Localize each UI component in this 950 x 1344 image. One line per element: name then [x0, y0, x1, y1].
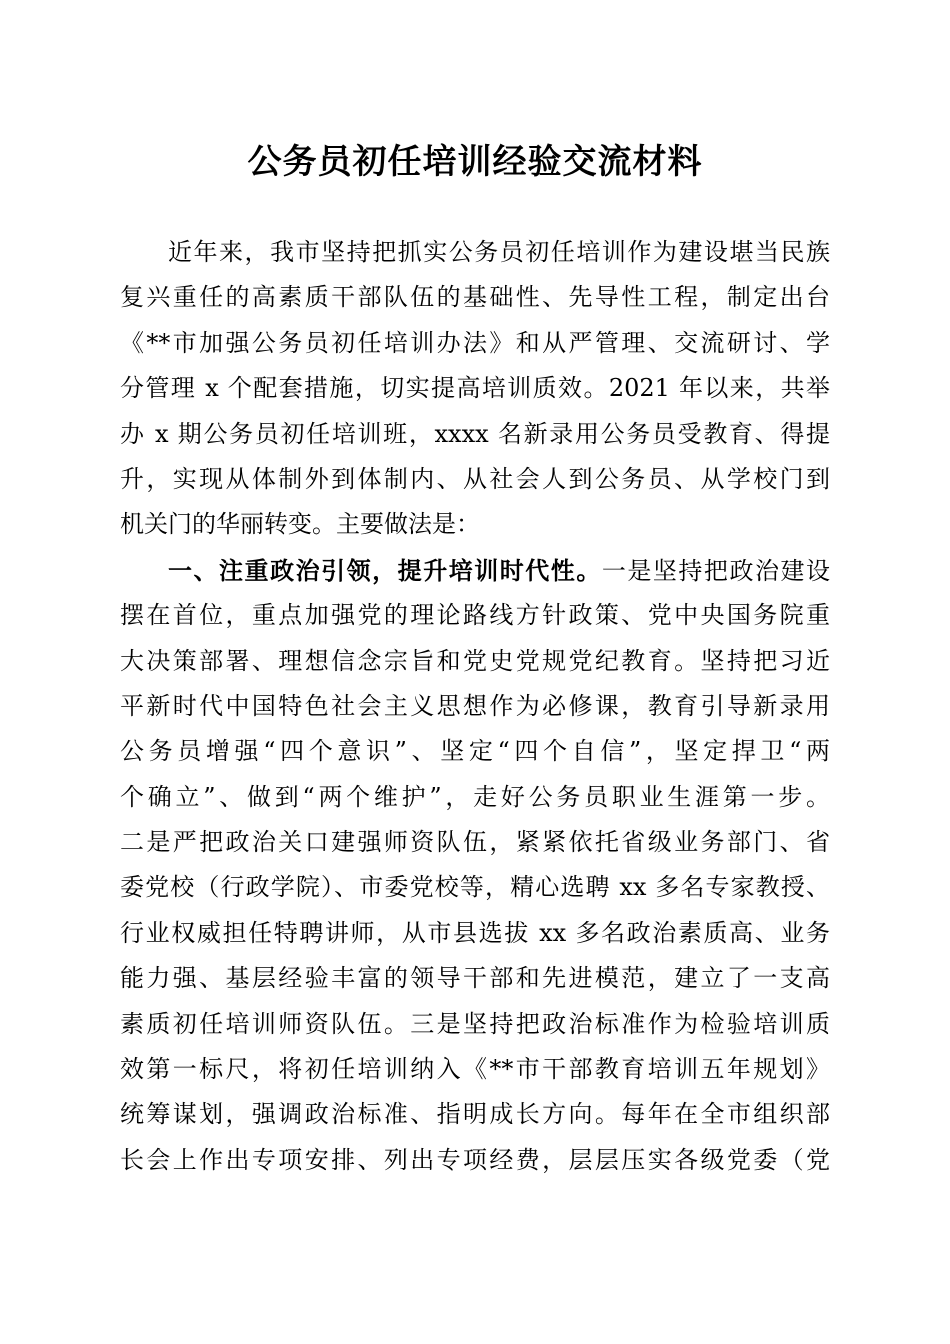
section-1-line: 平新时代中国特色社会主义思想作为必修课，教育引导新录用	[120, 691, 830, 720]
section-1-first-line-rest: 一是坚持把政治建设	[601, 556, 831, 585]
document-body	[120, 230, 830, 1183]
section-1-line: 委党校（行政学院）、市委党校等，精心选聘 xx 多名专家教授、	[120, 873, 830, 902]
section-1-line: 效第一标尺，将初任培训纳入《**市干部教育培训五年规划》	[120, 1055, 830, 1084]
document-title: 公务员初任培训经验交流材料	[247, 142, 703, 182]
section-1-line: 长会上作出专项安排、列出专项经费，层层压实各级党委（党	[120, 1145, 830, 1174]
intro-line: 复兴重任的高素质干部队伍的基础性、先导性工程，制定出台	[120, 283, 830, 312]
section-1-line: 统筹谋划，强调政治标准、指明成长方向。每年在全市组织部	[120, 1100, 830, 1129]
section-1-line: 大决策部署、理想信念宗旨和党史党规党纪教育。坚持把习近	[120, 646, 830, 675]
intro-line: 办 x 期公务员初任培训班，xxxx 名新录用公务员受教育、得提	[120, 419, 830, 448]
section-1-line: 摆在首位，重点加强党的理论路线方针政策、党中央国务院重	[120, 601, 830, 630]
section-1-line: 公务员增强“四个意识”、坚定“四个自信”，坚定捍卫“两	[120, 737, 830, 766]
intro-line: 近年来，我市坚持把抓实公务员初任培训作为建设堪当民族	[168, 238, 830, 266]
intro-line: 分管理 x 个配套措施，切实提高培训质效。2021 年以来，共举	[120, 374, 830, 403]
intro-line: 《**市加强公务员初任培训办法》和从严管理、交流研讨、学	[120, 328, 830, 357]
section-1-line: 素质初任培训师资队伍。三是坚持把政治标准作为检验培训质	[120, 1009, 830, 1038]
section-1-first-line	[120, 548, 830, 593]
section-1-line: 个确立”、做到“两个维护”，走好公务员职业生涯第一步。	[120, 782, 830, 811]
section-1-line: 行业权威担任特聘讲师，从市县选拔 xx 多名政治素质高、业务	[120, 918, 830, 947]
intro-line: 升，实现从体制外到体制内、从社会人到公务员、从学校门到	[120, 464, 830, 493]
section-1-line: 能力强、基层经验丰富的领导干部和先进模范，建立了一支高	[120, 964, 830, 993]
intro-line: 机关门的华丽转变。主要做法是：	[120, 510, 480, 539]
section-1-line: 二是严把政治关口建强师资队伍，紧紧依托省级业务部门、省	[120, 828, 830, 857]
section-1-heading: 一、注重政治引领，提升培训时代性。	[168, 555, 602, 585]
